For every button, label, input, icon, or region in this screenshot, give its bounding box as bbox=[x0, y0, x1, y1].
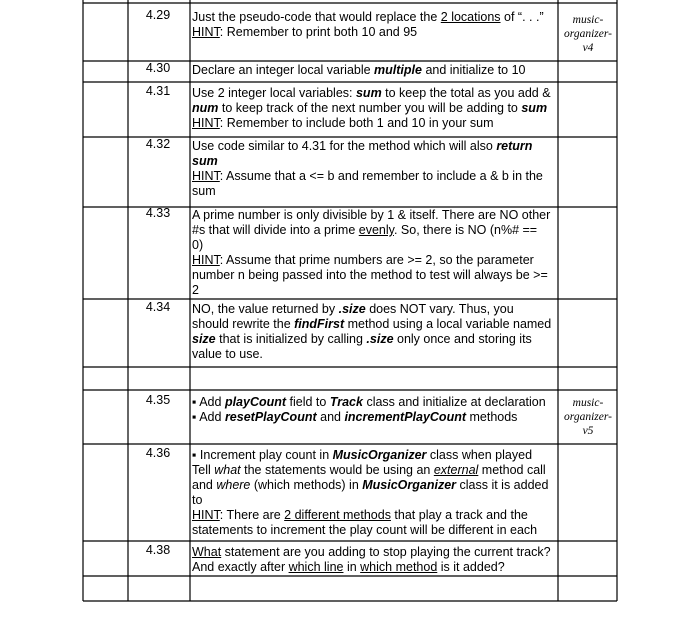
text-segment: the statements would be using an bbox=[240, 463, 434, 477]
text-segment: multiple bbox=[374, 63, 422, 77]
text-segment: method using a local variable named bbox=[344, 317, 552, 331]
instruction-line bbox=[192, 86, 558, 101]
text-segment: only once and storing its bbox=[393, 332, 532, 346]
instruction-line bbox=[192, 238, 558, 253]
project-label-line: organizer- bbox=[564, 28, 612, 40]
text-segment: Tell bbox=[192, 463, 215, 477]
instruction-line bbox=[192, 478, 558, 493]
text-segment: playCount bbox=[224, 395, 287, 409]
instruction-line bbox=[192, 116, 558, 131]
instruction-line bbox=[192, 63, 558, 78]
instruction-cell bbox=[192, 448, 558, 538]
instruction-line bbox=[192, 448, 558, 463]
text-segment: HINT bbox=[192, 116, 220, 130]
instruction-cell bbox=[192, 545, 558, 575]
instruction-line bbox=[192, 560, 558, 575]
text-segment: that is initialized by calling bbox=[215, 332, 367, 346]
instruction-line bbox=[192, 347, 558, 362]
text-segment: sum bbox=[521, 101, 548, 115]
row-number: 4.34 bbox=[145, 300, 171, 314]
text-segment: class it is added bbox=[456, 478, 549, 492]
text-segment: in bbox=[343, 560, 361, 574]
text-segment: and initialize to 10 bbox=[421, 63, 526, 77]
instruction-line bbox=[192, 25, 558, 40]
text-segment: 2 bbox=[192, 283, 199, 297]
instruction-line bbox=[192, 10, 558, 25]
text-segment: where bbox=[216, 478, 251, 492]
text-segment: field to bbox=[286, 395, 330, 409]
text-segment: sum bbox=[192, 184, 216, 198]
text-segment: And exactly after bbox=[192, 560, 289, 574]
text-segment: and bbox=[192, 478, 217, 492]
instruction-cell bbox=[192, 10, 558, 40]
text-segment: to bbox=[192, 493, 203, 507]
instruction-line bbox=[192, 410, 558, 425]
text-segment: Declare an integer local variable bbox=[192, 63, 375, 77]
row-number: 4.31 bbox=[145, 84, 171, 98]
instruction-line bbox=[192, 283, 558, 298]
instruction-line bbox=[192, 395, 558, 410]
instruction-line bbox=[192, 463, 558, 478]
text-segment: sum bbox=[192, 154, 218, 168]
text-segment: ▪ Increment play count in bbox=[192, 448, 333, 462]
text-segment: 2 different methods bbox=[284, 508, 391, 522]
text-segment: does NOT vary. Thus, you bbox=[365, 302, 514, 316]
instruction-line bbox=[192, 317, 558, 332]
text-segment: should rewrite the bbox=[192, 317, 295, 331]
text-segment: to keep track of the next number you will be adding to bbox=[218, 101, 522, 115]
text-segment: resetPlayCount bbox=[224, 410, 317, 424]
instruction-cell bbox=[192, 63, 558, 78]
instruction-cell bbox=[192, 139, 558, 199]
text-segment: value to use. bbox=[192, 347, 263, 361]
text-segment: of “. . .” bbox=[500, 10, 544, 24]
text-segment: that play a track and the bbox=[390, 508, 528, 522]
instruction-line bbox=[192, 253, 558, 268]
project-label-line: v4 bbox=[582, 42, 594, 54]
instruction-line bbox=[192, 169, 558, 184]
text-segment: methods bbox=[466, 410, 518, 424]
text-segment: external bbox=[433, 463, 479, 477]
project-label bbox=[559, 396, 617, 438]
project-label-line: music- bbox=[572, 397, 604, 409]
text-segment: : Assume that prime numbers are >= 2, so the parameter bbox=[219, 253, 534, 267]
text-segment: and bbox=[316, 410, 345, 424]
text-segment: A prime number is only divisible by 1 & itself. There are NO other bbox=[192, 208, 551, 222]
text-segment: return bbox=[496, 139, 533, 153]
text-segment: what bbox=[214, 463, 241, 477]
text-segment: size bbox=[192, 332, 216, 346]
instruction-line bbox=[192, 154, 558, 169]
text-segment: class when played bbox=[426, 448, 533, 462]
text-segment: .size bbox=[366, 332, 394, 346]
instruction-line bbox=[192, 523, 558, 538]
instruction-line bbox=[192, 184, 558, 199]
row-number: 4.36 bbox=[145, 446, 171, 460]
text-segment: to keep the total as you add & bbox=[381, 86, 551, 100]
instruction-line bbox=[192, 208, 558, 223]
instruction-line bbox=[192, 508, 558, 523]
text-segment: evenly bbox=[358, 223, 394, 237]
text-segment: HINT bbox=[192, 508, 220, 522]
text-segment: MusicOrganizer bbox=[362, 478, 457, 492]
text-segment: MusicOrganizer bbox=[332, 448, 427, 462]
row-number: 4.30 bbox=[145, 61, 171, 75]
instruction-line bbox=[192, 545, 558, 560]
row-number: 4.29 bbox=[145, 8, 171, 22]
text-segment: which method bbox=[360, 560, 438, 574]
text-segment: HINT bbox=[192, 253, 220, 267]
text-segment: : Remember to print both 10 and 95 bbox=[219, 25, 418, 39]
text-segment: HINT bbox=[192, 169, 220, 183]
text-segment: HINT bbox=[192, 25, 220, 39]
instruction-line bbox=[192, 332, 558, 347]
text-segment: : There are bbox=[219, 508, 285, 522]
text-segment: which line bbox=[288, 560, 344, 574]
instruction-cell bbox=[192, 395, 558, 425]
text-segment: : Assume that a <= b and remember to include a & b in the bbox=[219, 169, 543, 183]
text-segment: 2 locations bbox=[440, 10, 501, 24]
text-segment: . So, there is NO (n%# == bbox=[393, 223, 538, 237]
row-number: 4.32 bbox=[145, 137, 171, 151]
text-segment: statement are you adding to stop playing the current track? bbox=[221, 545, 551, 559]
text-segment: Use 2 integer local variables: bbox=[192, 86, 356, 100]
row-number: 4.35 bbox=[145, 393, 171, 407]
row-number: 4.38 bbox=[145, 543, 171, 557]
text-segment: (which methods) in bbox=[250, 478, 363, 492]
text-segment: findFirst bbox=[294, 317, 345, 331]
text-segment: : Remember to include both 1 and 10 in your sum bbox=[219, 116, 494, 130]
text-segment: Use code similar to 4.31 for the method which will also bbox=[192, 139, 497, 153]
text-segment: num bbox=[192, 101, 219, 115]
text-segment: ▪ Add bbox=[192, 410, 225, 424]
row-number: 4.33 bbox=[145, 206, 171, 220]
project-label bbox=[559, 13, 617, 55]
instruction-line bbox=[192, 302, 558, 317]
text-segment: incrementPlayCount bbox=[344, 410, 467, 424]
project-label-line: music- bbox=[572, 14, 604, 26]
text-segment: #s that will divide into a prime bbox=[192, 223, 359, 237]
instruction-line bbox=[192, 493, 558, 508]
text-segment: method call bbox=[478, 463, 546, 477]
instruction-cell bbox=[192, 208, 558, 298]
instruction-cell bbox=[192, 86, 558, 131]
text-segment: sum bbox=[355, 86, 382, 100]
text-segment: number n being passed into the method to test will always be >= bbox=[192, 268, 548, 282]
text-segment: Just the pseudo-code that would replace the bbox=[192, 10, 441, 24]
instruction-line bbox=[192, 139, 558, 154]
text-segment: statements to increment the play count will be different in each bbox=[192, 523, 538, 537]
instruction-cell bbox=[192, 302, 558, 362]
project-label-line: v5 bbox=[582, 425, 594, 437]
instruction-line bbox=[192, 101, 558, 116]
text-segment: ▪ Add bbox=[192, 395, 225, 409]
text-segment: NO, the value returned by bbox=[192, 302, 339, 316]
instruction-line bbox=[192, 223, 558, 238]
project-label-line: organizer- bbox=[564, 411, 612, 423]
text-segment: What bbox=[192, 545, 222, 559]
text-segment: 0) bbox=[192, 238, 204, 252]
text-segment: Track bbox=[329, 395, 363, 409]
instruction-line bbox=[192, 268, 558, 283]
text-segment: .size bbox=[338, 302, 366, 316]
text-segment: class and initialize at declaration bbox=[362, 395, 546, 409]
text-segment: is it added? bbox=[437, 560, 505, 574]
